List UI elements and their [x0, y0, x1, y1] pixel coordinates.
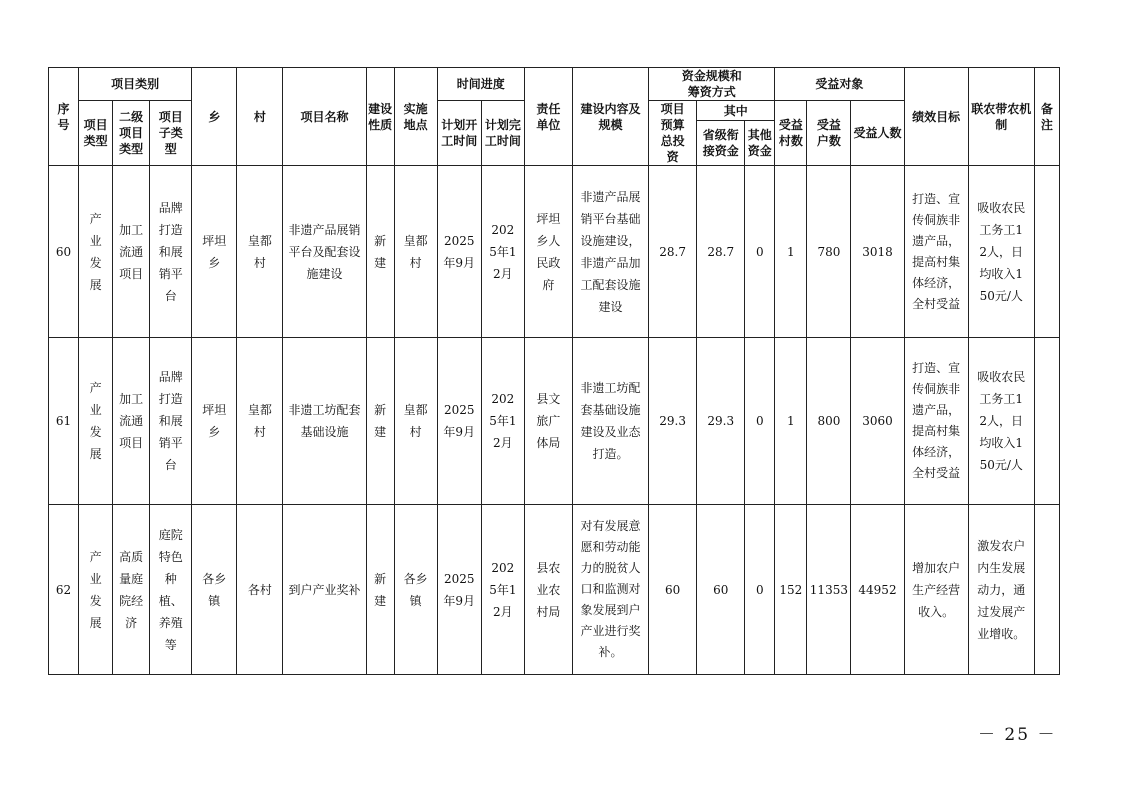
header-responsible: 责任单位 — [524, 68, 572, 166]
cell-ben-villages: 1 — [775, 338, 807, 505]
header-village: 村 — [237, 68, 283, 166]
header-location: 实施地点 — [394, 68, 437, 166]
cell-ben-households: 11353 — [807, 505, 851, 675]
header-township: 乡 — [192, 68, 237, 166]
cell-nature: 新建 — [366, 338, 394, 505]
cell-remark — [1034, 166, 1059, 338]
cell-subtype2: 加工流通项目 — [113, 338, 150, 505]
cell-subtype2: 高质量庭院经济 — [113, 505, 150, 675]
cell-type: 产业发展 — [79, 505, 113, 675]
cell-name: 非遗产品展销平台及配套设施建设 — [283, 166, 366, 338]
header-funds: 资金规模和筹资方式 — [649, 68, 775, 101]
header-end: 计划完工时间 — [481, 101, 524, 166]
cell-responsible: 县文旅广体局 — [524, 338, 572, 505]
cell-budget: 29.3 — [649, 338, 697, 505]
project-table — [48, 67, 1060, 675]
header-nature: 建设性质 — [366, 68, 394, 166]
cell-seq: 60 — [49, 166, 79, 338]
cell-village: 皇都村 — [237, 166, 283, 338]
header-subtype: 项目子类型 — [150, 101, 192, 166]
cell-type: 产业发展 — [79, 166, 113, 338]
cell-remark — [1034, 338, 1059, 505]
cell-other: 0 — [745, 166, 775, 338]
cell-provincial: 60 — [697, 505, 745, 675]
cell-goal: 打造、宣传侗族非遗产品，提高村集体经济，全村受益 — [904, 166, 968, 338]
header-other: 其他资金 — [745, 121, 775, 166]
cell-subtype: 庭院特色种植、养殖等 — [150, 505, 192, 675]
header-category: 项目类别 — [79, 68, 192, 101]
cell-type: 产业发展 — [79, 338, 113, 505]
header-ben-villages: 受益村数 — [775, 101, 807, 166]
table-row — [49, 166, 1060, 338]
cell-township: 坪坦乡 — [192, 166, 237, 338]
cell-goal: 增加农户生产经营收入。 — [904, 505, 968, 675]
cell-end: 2025年12月 — [481, 338, 524, 505]
cell-end: 2025年12月 — [481, 166, 524, 338]
cell-linkage: 激发农户内生发展动力，通过发展产业增收。 — [968, 505, 1034, 675]
cell-ben-people: 3060 — [851, 338, 904, 505]
header-content: 建设内容及规模 — [572, 68, 648, 166]
cell-provincial: 29.3 — [697, 338, 745, 505]
cell-ben-people: 3018 — [851, 166, 904, 338]
header-among: 其中 — [697, 101, 775, 121]
cell-subtype: 品牌打造和展销平台 — [150, 166, 192, 338]
header-subtype2: 二级项目类型 — [113, 101, 150, 166]
cell-seq: 62 — [49, 505, 79, 675]
cell-end: 2025年12月 — [481, 505, 524, 675]
cell-start: 2025年9月 — [437, 166, 481, 338]
cell-location: 各乡镇 — [394, 505, 437, 675]
header-linkage: 联农带农机制 — [968, 68, 1034, 166]
cell-location: 皇都村 — [394, 166, 437, 338]
cell-content: 非遗产品展销平台基础设施建设，非遗产品加工配套设施建设 — [572, 166, 648, 338]
cell-budget: 60 — [649, 505, 697, 675]
header-ben-households: 受益户数 — [807, 101, 851, 166]
header-start: 计划开工时间 — [437, 101, 481, 166]
header-schedule: 时间进度 — [437, 68, 524, 101]
cell-other: 0 — [745, 338, 775, 505]
cell-start: 2025年9月 — [437, 505, 481, 675]
cell-content: 对有发展意愿和劳动能力的脱贫人口和监测对象发展到户产业进行奖补。 — [572, 505, 648, 675]
cell-remark — [1034, 505, 1059, 675]
cell-responsible: 县农业农村局 — [524, 505, 572, 675]
header-provincial: 省级衔接资金 — [697, 121, 745, 166]
cell-ben-households: 800 — [807, 338, 851, 505]
table-row — [49, 338, 1060, 505]
cell-township: 坪坦乡 — [192, 338, 237, 505]
header-name: 项目名称 — [283, 68, 366, 166]
header-beneficiary: 受益对象 — [775, 68, 904, 101]
header-remark: 备注 — [1034, 68, 1059, 166]
header-goal: 绩效目标 — [904, 68, 968, 166]
cell-linkage: 吸收农民工务工12人，日均收入150元/人 — [968, 338, 1034, 505]
cell-village: 各村 — [237, 505, 283, 675]
cell-budget: 28.7 — [649, 166, 697, 338]
cell-other: 0 — [745, 505, 775, 675]
cell-name: 非遗工坊配套基础设施 — [283, 338, 366, 505]
cell-start: 2025年9月 — [437, 338, 481, 505]
header-budget: 项目预算总投资 — [649, 101, 697, 166]
cell-name: 到户产业奖补 — [283, 505, 366, 675]
cell-provincial: 28.7 — [697, 166, 745, 338]
cell-location: 皇都村 — [394, 338, 437, 505]
cell-village: 皇都村 — [237, 338, 283, 505]
header-ben-people: 受益人数 — [851, 101, 904, 166]
cell-township: 各乡镇 — [192, 505, 237, 675]
page-number: － 25 － — [978, 725, 1057, 745]
table-row — [49, 505, 1060, 675]
cell-ben-villages: 152 — [775, 505, 807, 675]
cell-nature: 新建 — [366, 166, 394, 338]
cell-ben-households: 780 — [807, 166, 851, 338]
cell-content: 非遗工坊配套基础设施建设及业态打造。 — [572, 338, 648, 505]
header-row-1 — [49, 68, 1060, 101]
cell-subtype2: 加工流通项目 — [113, 166, 150, 338]
cell-ben-people: 44952 — [851, 505, 904, 675]
header-seq: 序号 — [49, 68, 79, 166]
cell-responsible: 坪坦乡人民政府 — [524, 166, 572, 338]
cell-nature: 新建 — [366, 505, 394, 675]
cell-ben-villages: 1 — [775, 166, 807, 338]
header-type: 项目类型 — [79, 101, 113, 166]
cell-seq: 61 — [49, 338, 79, 505]
cell-linkage: 吸收农民工务工12人，日均收入150元/人 — [968, 166, 1034, 338]
cell-goal: 打造、宣传侗族非遗产品，提高村集体经济，全村受益 — [904, 338, 968, 505]
cell-subtype: 品牌打造和展销平台 — [150, 338, 192, 505]
